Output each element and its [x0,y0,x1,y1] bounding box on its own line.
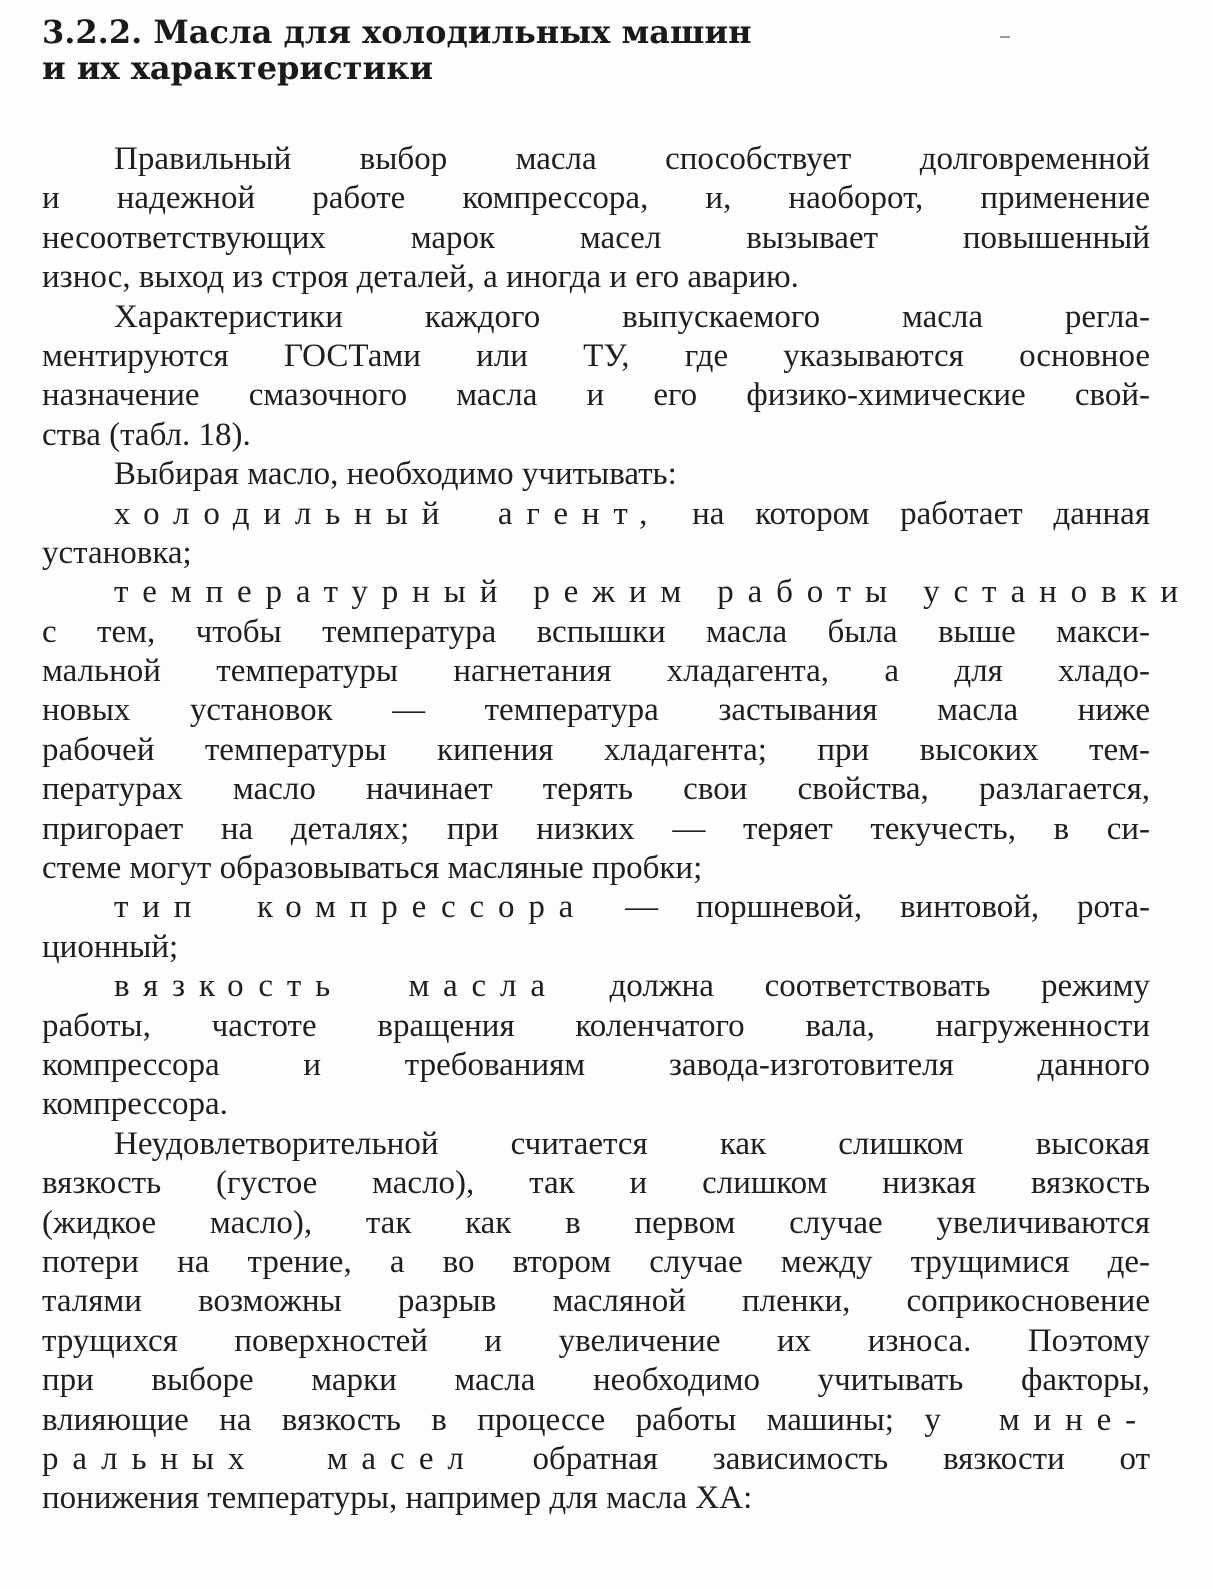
text-line: пературах масло начинает терять свои свойства, разлагается, [42,771,1150,808]
spaced-term: ральных масел [42,1440,478,1477]
section-heading [42,14,1142,86]
text-line: талями возможны разрыв масляной пленки, соприкосновение [42,1283,1150,1320]
text-line: компрессора. [42,1086,228,1123]
text-line: износ, выход из строя деталей, а иногда и его аварию. [42,259,799,296]
text-line: пригорает на деталях; при низких — теряет текучесть, в си- [42,810,1150,847]
body-text [42,140,1192,1519]
text-line: стеме могут образовываться масляные пробки; [42,850,703,887]
text-line: ментируются ГОСТами или ТУ, где указываются основное [42,337,1150,374]
section-title-line-2: и их характеристики [42,49,434,87]
text-line: рабочей температуры кипения хладагента; при высоких тем- [42,731,1150,768]
text-line: вязкость масла должна соответствовать режиму [114,968,1151,1005]
text-line: новых установок — температура застывания масла ниже [42,692,1150,729]
text-line: понижения температуры, например для масла ХА: [42,1480,753,1517]
text-line: Неудовлетворительной считается как слишком высокая [114,1125,1150,1162]
text-line: (жидкое масло), так как в первом случае увеличиваются [42,1204,1150,1241]
text-line: при выборе марки масла необходимо учитывать факторы, [42,1362,1150,1399]
print-speck [1000,36,1010,38]
text-line: вязкость (густое масло), так и слишком низкая вязкость [42,1165,1150,1202]
text-line: ционный; [42,928,179,965]
text-line: работы, частоте вращения коленчатого вала, нагруженности [42,1007,1150,1044]
text-line: Характеристики каждого выпускаемого масла регла- [114,298,1150,335]
spaced-term: вязкость масла [114,968,559,1005]
section-title-line-1: 3.2.2. Масла для холодильных машин [42,13,752,51]
text-line: потери на трение, а во втором случае между трущимися де- [42,1243,1150,1280]
text-line: Правильный выбор масла способствует долговременной [114,141,1150,177]
text-line: Выбирая масло, необходимо учитывать: [114,456,677,493]
text-line: ства (табл. 18). [42,416,251,453]
spaced-term: температурный режим работы установки [114,574,1192,611]
text-line: тип компрессора — поршневой, винтовой, рота- [114,889,1151,926]
text-line: компрессора и требованиям завода-изготовителя данного [42,1046,1150,1083]
text-line: установка; [42,534,192,571]
text-line: назначение смазочного масла и его физико-химические свой- [42,377,1150,414]
spaced-term: холодильный агент, [114,495,662,532]
text-line [42,573,1192,612]
text-line: несоответствующих марок масел вызывает повышенный [42,219,1150,256]
text-line: ральных масел обратная зависимость вязкости от [42,1440,1150,1477]
text-line: холодильный агент, на котором работает данная [114,495,1150,532]
text-line: и надежной работе компрессора, и, наоборот, применение [42,180,1150,217]
text-line: трущихся поверхностей и увеличение их износа. Поэтому [42,1322,1150,1359]
text-line: мальной температуры нагнетания хладагента, а для хладо- [42,653,1150,690]
spaced-term: у мине- [924,1401,1151,1438]
text-line: с тем, чтобы температура вспышки масла была выше макси- [42,613,1150,650]
text-line: влияющие на вязкость в процессе работы машины; у мине- [42,1401,1151,1438]
spaced-term: тип компрессора [114,889,588,926]
